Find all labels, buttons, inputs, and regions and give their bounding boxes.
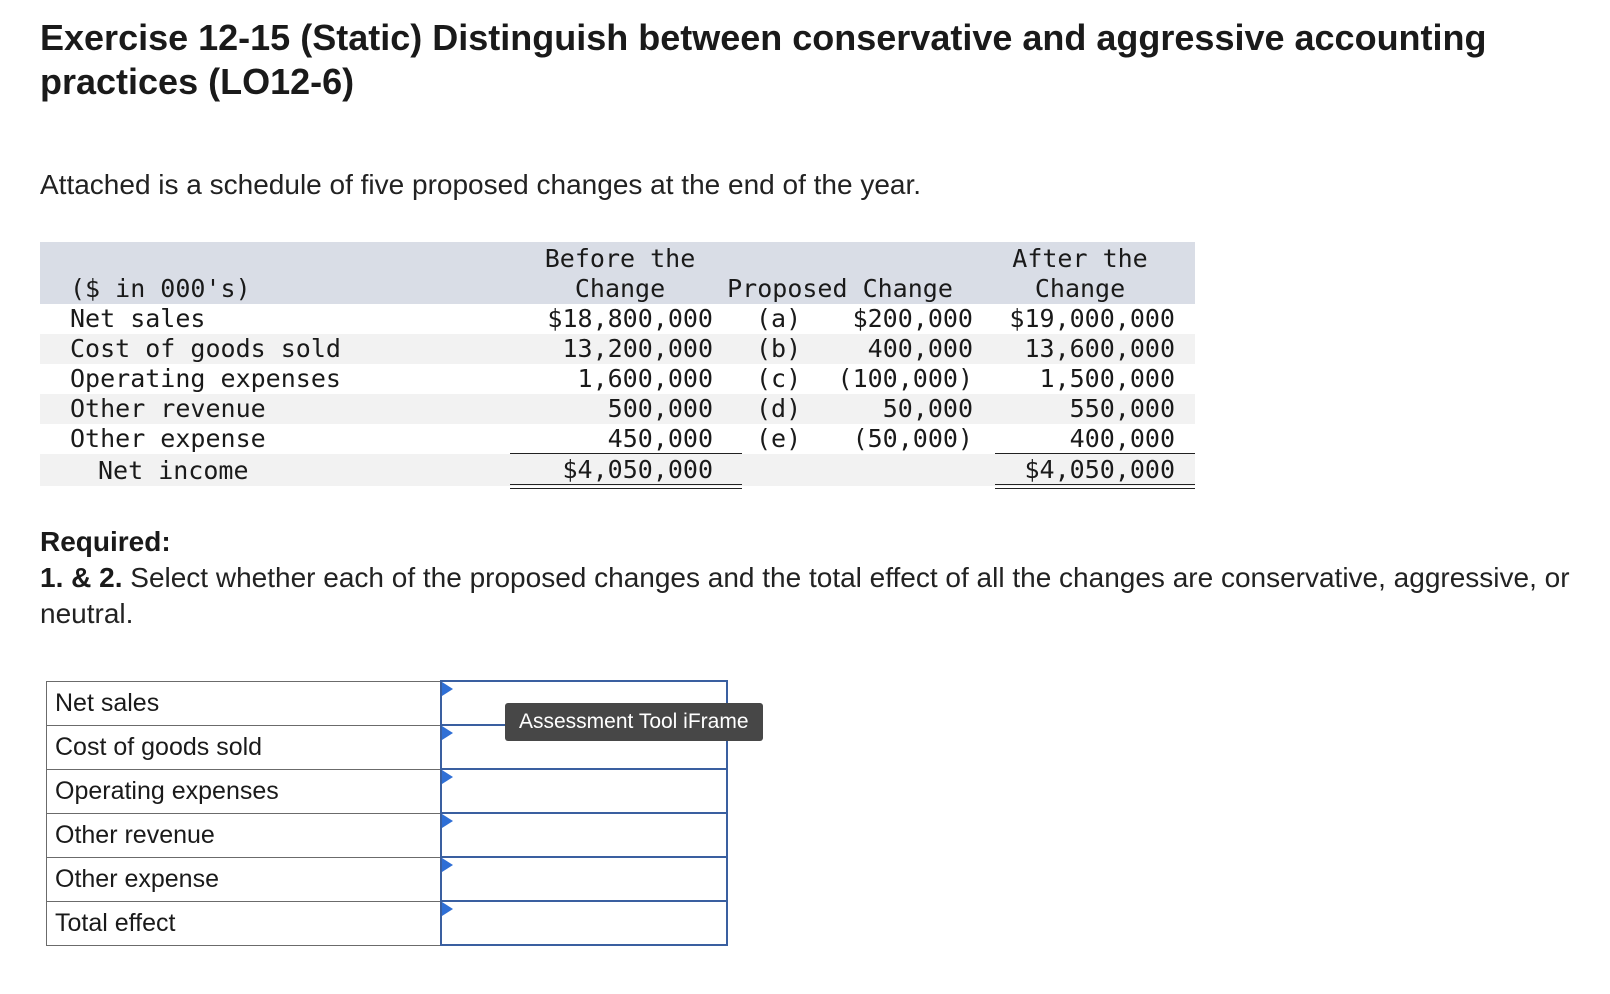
before-value: 13,200,000: [562, 334, 713, 363]
change-letter: (b): [756, 334, 802, 363]
answer-label: Cost of goods sold: [47, 725, 442, 769]
schedule-row: [40, 394, 1195, 424]
before-value: 450,000: [607, 424, 713, 453]
schedule-row: [40, 364, 1195, 394]
change-amount: 50,000: [882, 394, 973, 423]
required-number: 1. & 2.: [40, 562, 123, 593]
after-value: 400,000: [1069, 424, 1175, 453]
after-value: 13,600,000: [1024, 334, 1175, 363]
dropdown-marker-icon: [442, 726, 453, 740]
answer-select-total-effect[interactable]: [441, 901, 727, 945]
change-letter: (d): [756, 394, 802, 423]
total-double-rule-after: [995, 484, 1195, 489]
answer-label: Other revenue: [47, 813, 442, 857]
change-amount: 400,000: [867, 334, 973, 363]
total-before: $4,050,000: [562, 455, 713, 484]
before-value: 1,600,000: [577, 364, 713, 393]
change-amount: (100,000): [837, 364, 973, 393]
intro-text: Attached is a schedule of five proposed changes at the end of the year.: [40, 169, 922, 200]
answer-select-other-expense[interactable]: [441, 857, 727, 901]
before-value: 500,000: [607, 394, 713, 423]
total-after: $4,050,000: [1024, 455, 1175, 484]
dropdown-marker-icon: [442, 858, 453, 872]
answer-label: Net sales: [47, 681, 442, 725]
schedule-row: [40, 424, 1195, 454]
required-heading: Required:: [40, 526, 171, 557]
row-label: Net sales: [70, 304, 206, 333]
change-amount: (50,000): [852, 424, 973, 453]
row-label: Operating expenses: [70, 364, 341, 393]
answer-label: Total effect: [47, 901, 442, 945]
after-value: 550,000: [1069, 394, 1175, 423]
total-label: Net income: [98, 456, 249, 485]
row-label: Other expense: [70, 424, 266, 453]
schedule-header: [40, 242, 1195, 304]
unit-label: ($ in 000's): [70, 274, 251, 303]
before-value: $18,800,000: [547, 304, 713, 333]
answer-select-operating-expenses[interactable]: [441, 769, 727, 813]
required-section: [40, 524, 1580, 632]
change-letter: (c): [756, 364, 802, 393]
required-text: Select whether each of the proposed changes and the total effect of all the changes are conservative, aggressive, or neutral.: [40, 562, 1570, 629]
dropdown-marker-icon: [442, 814, 453, 828]
after-value: 1,500,000: [1039, 364, 1175, 393]
change-letter: (a): [756, 304, 802, 333]
change-amount: $200,000: [852, 304, 973, 333]
answer-row: [47, 857, 728, 901]
dropdown-marker-icon: [442, 770, 453, 784]
after-header-line1: After the: [1012, 244, 1148, 273]
answer-row: [47, 769, 728, 813]
dropdown-marker-icon: [442, 902, 453, 916]
assessment-tool-tooltip: Assessment Tool iFrame: [505, 703, 763, 741]
schedule-row: [40, 334, 1195, 364]
total-double-rule-before: [510, 484, 742, 489]
dropdown-marker-icon: [442, 682, 453, 696]
answer-label: Other expense: [47, 857, 442, 901]
before-header-line1: Before the: [544, 244, 696, 273]
page-title: Exercise 12-15 (Static) Distinguish between conservative and aggressive accounting practices (LO12-6): [40, 17, 1487, 102]
schedule-table: [40, 242, 1195, 486]
answer-row: [47, 901, 728, 945]
proposed-header: Proposed Change: [727, 274, 953, 303]
after-value: $19,000,000: [1009, 304, 1175, 333]
after-header-line2: Change: [1034, 274, 1126, 303]
total-row: [40, 454, 1195, 486]
schedule-row: [40, 304, 1195, 334]
answer-select-other-revenue[interactable]: [441, 813, 727, 857]
before-header-line2: Change: [574, 274, 666, 303]
answer-label: Operating expenses: [47, 769, 442, 813]
answer-row: [47, 813, 728, 857]
row-label: Cost of goods sold: [70, 334, 341, 363]
row-label: Other revenue: [70, 394, 266, 423]
change-letter: (e): [756, 424, 802, 453]
